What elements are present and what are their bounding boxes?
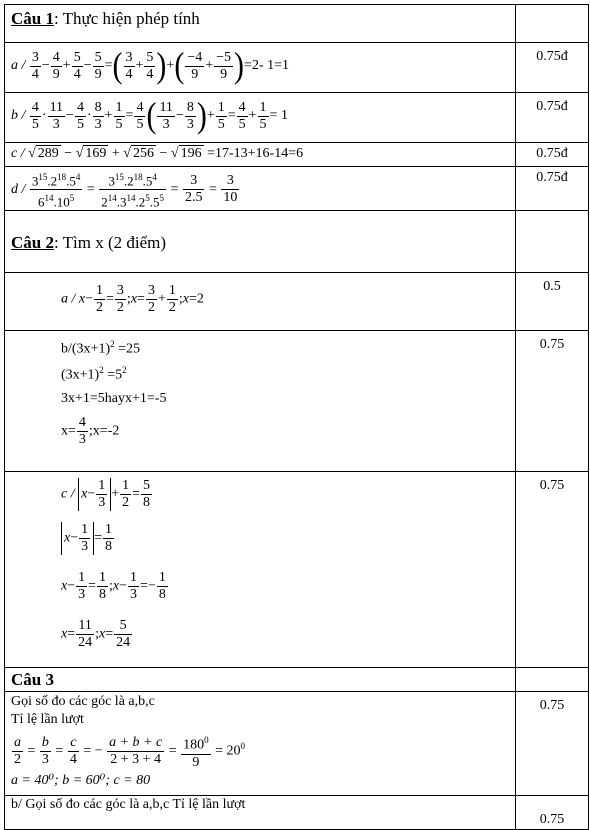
q2c-line4: x= $\frac{11}{24}$ ;x= $\frac{5}{24}$ (61, 618, 131, 650)
q2b-row (5, 331, 589, 472)
q2-heading: Câu 2: Tìm x (2 điểm) (11, 233, 167, 252)
q1a-score: 0.75đ (536, 49, 568, 64)
q2c-row (5, 472, 589, 668)
q1d-expression: d / $\frac{3^{15}.2^{18}.5^4}{6^{14}.10^5}$ = $\frac{3^{15}.2^{18}.5^4}{2^{14}.3^{14}.2^5.5^5}$ = $\frac{3}{2.5}$ = $\frac{3}{10}$ (11, 169, 240, 211)
q2a-row (5, 273, 589, 331)
q3b-line: b/ Gọi số đo các góc là a,b,c Tỉ lệ lần lượt (11, 797, 246, 812)
q3-line4: a = 40⁰; b = 60⁰; c = 80 (11, 773, 151, 788)
q2a-expression: a / x− $\frac{1}{2}$ = $\frac{3}{2}$ ;x= $\frac{3}{2}$ + $\frac{1}{2}$ ;x=2 (61, 283, 204, 315)
q2c-line2: x− $\frac{1}{3}$ = $\frac{1}{8}$ (61, 522, 115, 555)
q1c-row (5, 143, 589, 167)
q1b-row (5, 93, 589, 143)
q3-score: 0.75 (539, 698, 565, 713)
q2-heading-row (5, 211, 589, 273)
q2b-line4: x= $\frac{4}{3}$ ;x=-2 (61, 415, 120, 447)
q3-line2: Tỉ lệ lần lượt (11, 712, 84, 727)
q3-heading: Câu 3 (11, 670, 54, 689)
q2b-score: 0.75 (539, 337, 565, 352)
q3-line3: $\frac{a}{2}$ = $\frac{b}{3}$ = $\frac{c}{4}$ = − $\frac{a + b + c}{2 + 3 + 4}$ = $\frac{180^0}{9}$ = $20^0$ (11, 732, 245, 771)
q1c-expression: c / √ 289 − √ 169 + √ 256 − √ 196 =17-13+16-14=6 (11, 146, 304, 161)
q1b-score: 0.75đ (536, 99, 568, 114)
q3b-row (5, 796, 589, 830)
q2a-score: 0.5 (543, 279, 561, 294)
q1b-expression: b / $\frac{4}{5}$ · $\frac{11}{3}$ − $\frac{4}{5}$ · $\frac{8}{3}$ + $\frac{1}{5}$ = $\frac{4}{5}$ ( $\frac{11}{3}$ − $\frac{8}{3}$ )+ $\frac{1}{5}$ = $\frac{4}{5}$ + $\frac{1}{5}$ = 1 (11, 95, 288, 136)
q1a-expression: a / $\frac{3}{4}$ − $\frac{4}{9}$ + $\frac{5}{4}$ − $\frac{5}{9}$ =( $\frac{3}{4}$ + $\frac{5}{4}$ )+( $\frac{-4}{9}$ + $\frac{-5}{9}$ )=2- 1=1 (11, 45, 289, 86)
q3-heading-row (5, 668, 589, 692)
q3b-score: 0.75 (539, 812, 565, 827)
q3-body-row (5, 692, 589, 796)
q1c-score: 0.75đ (536, 146, 568, 161)
q1-heading-row (5, 5, 589, 43)
q2c-line3: x− $\frac{1}{3}$ = $\frac{1}{8}$ ;x− $\frac{1}{3}$ =− $\frac{1}{8}$ (61, 570, 166, 602)
q3-line1: Gọi số đo các góc là a,b,c (11, 694, 155, 709)
q1a-row (5, 43, 589, 93)
q2b-line1: $b/(3x+1)^2 =25$ (61, 339, 141, 357)
answer-table (4, 4, 589, 830)
q2b-line2: $(3x+1)^2 =5^2$ (61, 365, 127, 383)
q2c-line1: c / x− $\frac{1}{3}$ + $\frac{1}{2}$ = $\frac{5}{8}$ (61, 478, 151, 510)
q1d-row (5, 167, 589, 211)
q1-heading: Câu 1: Thực hiện phép tính (11, 9, 200, 28)
q1d-score: 0.75đ (536, 170, 568, 185)
q2c-score: 0.75 (539, 478, 565, 493)
q2b-line3: 3x+1=5hayx+1=-5 (61, 391, 167, 406)
